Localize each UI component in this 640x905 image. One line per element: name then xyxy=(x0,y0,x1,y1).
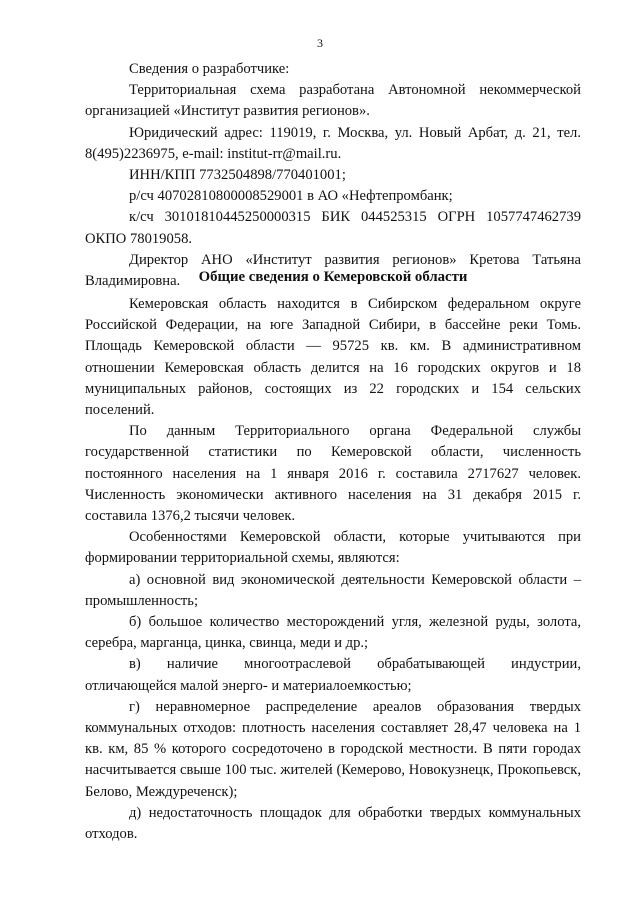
list-item: в) наличие многоотраслевой обрабатывающей индустрии, отличающейся малой энерго- и материалоемкостью; xyxy=(85,656,581,694)
list-item: г) неравномерное распределение ареалов образования твердых коммунальных отходов: плотность населения составляет 28,47 человека на 1 кв. км, 85 % которого сосредоточено в городской местности. В пяти городах насчитывается свыше 100 тыс. жителей (Кемерово, Новокузнецк, Прокопьевск, Белово, Междуреченск); xyxy=(85,698,581,800)
developer-paragraph: Юридический адрес: 119019, г. Москва, ул. Новый Арбат, д. 21, тел. 8(495)2236975, e-mail: institut-rr@mail.ru. xyxy=(85,124,581,162)
developer-paragraph: ИНН/КПП 7732504898/770401001; xyxy=(129,167,346,184)
developer-paragraph: Территориальная схема разработана Автономной некоммерческой организацией «Институт развития регионов». xyxy=(85,82,581,120)
body-paragraph: Особенностями Кемеровской области, которые учитываются при формировании территориальной схемы, являются: xyxy=(85,529,581,567)
section-title-block xyxy=(85,267,581,288)
developer-paragraph: к/сч 30101810445250000315 БИК 044525315 ОГРН 1057747462739 ОКПО 78019058. xyxy=(85,209,581,247)
developer-paragraph: Директор АНО «Институт развития регионов» Кретова Татьяна Владимировна. xyxy=(85,251,581,290)
developer-heading: Сведения о разработчике: xyxy=(129,61,290,77)
body-paragraph: Кемеровская область находится в Сибирском федеральном округе Российской Федерации, на юге Западной Сибири, в бассейне реки Томь. Площадь Кемеровской области — 95725 кв. км. В административном отношении Кемеровская область делится на 16 городских округов и 18 муниципальных районов, состоящих из 22 городских и 154 сельских поселений. xyxy=(85,296,581,419)
list-item: а) основной вид экономической деятельности Кемеровской области – промышленность; xyxy=(85,571,581,609)
body-paragraph: По данным Территориального органа Федеральной службы государственной статистики по Кемеровской области, численность постоянного населения на 1 января 2016 г. составила 2717627 человек. Численность экономически активного населения на 31 декабря 2015 г. составила 1376,2 тысячи человек. xyxy=(85,423,581,525)
list-item: д) недостаточность площадок для обработки твердых коммунальных отходов. xyxy=(85,804,581,843)
list-item: б) большое количество месторождений угля, железной руды, золота, серебра, марганца, цинка, свинца, меди и др.; xyxy=(85,614,581,652)
developer-info xyxy=(85,59,581,292)
section-title: Общие сведения о Кемеровской области xyxy=(198,269,468,285)
body-text xyxy=(85,294,581,845)
page-number: 3 xyxy=(317,36,323,50)
developer-paragraph: р/сч 40702810800008529001 в АО «Нефтепромбанк; xyxy=(129,188,453,205)
